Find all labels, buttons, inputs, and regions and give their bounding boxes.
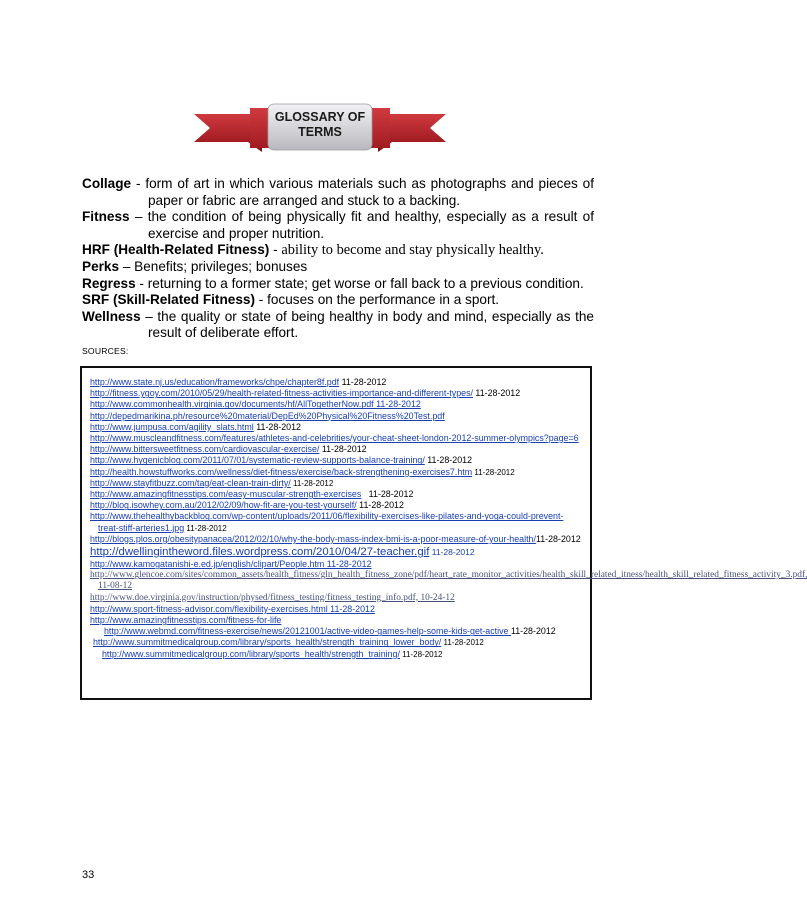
glossary-separator: -: [254, 292, 268, 308]
source-link[interactable]: http://www.stayfitbuzz.com/tag/eat-clean-train-dirty/: [90, 477, 291, 488]
source-link[interactable]: http://www.bittersweetfitness.com/cardiovascular-exercise/: [90, 444, 320, 455]
glossary-separator: -: [131, 176, 146, 191]
source-link[interactable]: http://blogs.plos.org/obesitypanacea/2012/02/10/why-the-body-mass-index-bmi-is-a-poor-measure-of-your-health/: [90, 533, 536, 544]
glossary-term: Perks: [82, 258, 120, 274]
source-date: 11-28-2012: [253, 421, 301, 432]
glossary-term: Wellness: [82, 308, 141, 324]
glossary-entry-perks: [82, 259, 594, 276]
source-link[interactable]: http://www.doe.virginia.gov/instruction/physed/fitness_testing/fitness_testing_info.pdf, 10-24-12: [90, 592, 455, 603]
source-link[interactable]: http://dwellingintheword.files.wordpress.com/2010/04/27-teacher.gif: [90, 546, 430, 559]
source-item: [90, 604, 590, 615]
glossary-separator: -: [269, 242, 282, 258]
source-date: 11-28-2012: [441, 638, 484, 648]
glossary-definition: returning to a former state; get worse or fall back to a previous condition.: [147, 275, 584, 291]
source-date: 11-28-2012: [339, 377, 387, 387]
glossary-definition: ability to become and stay physically healthy.: [281, 242, 544, 259]
source-item: [90, 478, 590, 489]
page-number: 33: [82, 869, 95, 881]
source-link[interactable]: http://fitness.ygoy.com/2010/05/29/health-related-fitness-activities-importance-and-different-types/: [90, 388, 473, 399]
glossary-term: Collage: [82, 176, 132, 191]
source-item: [90, 388, 590, 399]
banner-title-line1: GLOSSARY OF: [274, 110, 366, 124]
source-item: [90, 444, 590, 455]
glossary-separator: –: [129, 209, 148, 225]
source-item: [90, 377, 590, 388]
source-item: [90, 500, 590, 511]
source-date: 11-28-2012: [510, 626, 556, 637]
sources-box: [80, 366, 807, 700]
source-item: [90, 570, 807, 592]
source-item: [90, 615, 590, 626]
source-date: 11-28-2012: [472, 388, 521, 399]
glossary-definition: the condition of being physically fit and healthy, especially as a result of exercise and proper nutrition.: [147, 209, 594, 241]
source-link[interactable]: http://www.webmd.com/fitness-exercise/news/20121001/active-video-games-help-some-kids-get-active: [104, 626, 511, 637]
glossary-entry-collage: [82, 176, 594, 209]
glossary-definition: focuses on the performance in a sport.: [267, 292, 500, 308]
glossary-entry-wellness: [82, 309, 594, 342]
source-item: [90, 626, 590, 637]
source-item: [90, 511, 582, 533]
source-date: 11-28-2012: [290, 478, 334, 488]
glossary-term: Fitness: [82, 209, 130, 225]
glossary-entry-hrf: [82, 242, 594, 259]
source-item: [90, 559, 590, 570]
glossary-entry-srf: [82, 292, 594, 309]
source-link[interactable]: http://www.amazingfitnesstips.com/easy-muscular-strength-exercises: [90, 489, 362, 500]
source-link[interactable]: http://health.howstuffworks.com/wellness/diet-fitness/exercise/back-strengthening-exercises7.htm: [90, 466, 473, 477]
source-date: 11-28-2012: [184, 523, 227, 533]
glossary-entry-regress: [82, 276, 594, 293]
source-item: [90, 649, 590, 660]
source-link[interactable]: http://www.jumpusa.com/agility_slats.html: [90, 421, 254, 432]
glossary-list: [82, 176, 594, 342]
source-item: [90, 545, 590, 559]
source-link[interactable]: http://www.thehealthybackblog.com/wp-content/uploads/2011/06/flexibility-exercises-like-pilates-and-yoga-could-prevent-treat-stiff-arteries1.jpg: [90, 511, 564, 533]
glossary-definition: form of art in which various materials such as photographs and pieces of paper or fabric are arranged and stuck to a backing.: [145, 176, 594, 208]
sources-label: SOURCES:: [82, 346, 129, 356]
source-date: 11-28-2012: [356, 500, 404, 511]
source-link[interactable]: http://www.summitmedicalgroup.com/library/sports_health/strength_training_lower_body/: [93, 637, 442, 648]
source-date: 11-28-2012: [535, 533, 581, 544]
source-link[interactable]: http://www.summitmedicalgroup.com/library/sports_health/strength_training/: [102, 648, 400, 659]
source-link[interactable]: http://www.hygenicblog.com/2011/07/01/systematic-review-supports-balance-training/: [90, 455, 425, 466]
source-item: [90, 399, 590, 410]
source-link[interactable]: http://depedmarikina.ph/resource%20material/DepEd%20Physical%20Fitness%20Test.pdf: [90, 410, 445, 421]
banner-title: [270, 110, 370, 140]
source-item: [90, 467, 590, 478]
source-item: [90, 433, 582, 444]
source-link[interactable]: http://www.state.nj.us/education/frameworks/chpe/chapter8f.pdf: [90, 377, 340, 387]
glossary-separator: -: [135, 275, 148, 291]
source-item: [90, 422, 590, 433]
glossary-separator: –: [140, 308, 158, 324]
source-item: [90, 489, 590, 500]
banner-title-line2: TERMS: [298, 125, 342, 139]
glossary-term: HRF (Health-Related Fitness): [82, 242, 270, 258]
source-link[interactable]: http://www.amazingfitnesstips.com/fitness-for-life: [90, 615, 282, 626]
source-link[interactable]: http://www.kamogatanishi-e.ed.jp/english/clipart/People.htm 11-28-2012: [90, 559, 372, 570]
source-date: 11-28-2012: [399, 649, 443, 659]
glossary-separator: –: [119, 258, 135, 274]
glossary-entry-fitness: [82, 209, 594, 242]
source-date: 11-28-2012: [424, 455, 473, 466]
source-link[interactable]: http://www.sport-fitness-advisor.com/flexibility-exercises.html 11-28-2012: [90, 603, 375, 614]
source-item: [90, 534, 582, 545]
source-date: 11-28-2012: [472, 467, 515, 477]
glossary-banner: [190, 96, 450, 160]
source-item: [90, 455, 590, 466]
source-date: 11-28-2012: [319, 444, 367, 455]
source-item: [90, 411, 590, 422]
glossary-term: Regress: [82, 275, 136, 291]
source-item: [90, 593, 590, 604]
source-link[interactable]: http://www.commonhealth.virginia.gov/documents/hf/AllTogetherNow.pdf 11-28-2012: [90, 399, 421, 410]
source-date: 11-28-2012: [361, 489, 414, 500]
source-item: [90, 637, 590, 648]
glossary-definition: Benefits; privileges; bonuses: [134, 258, 308, 274]
source-link[interactable]: http://www.muscleandfitness.com/features/athletes-and-celebrities/your-cheat-sheet-london-2012-summer-olympics?page=6: [90, 433, 579, 444]
glossary-term: SRF (Skill-Related Fitness): [82, 292, 255, 308]
glossary-definition: the quality or state of being healthy in body and mind, especially as the result of deliberate effort.: [148, 308, 594, 341]
source-link[interactable]: http://blog.isowhey.com.au/2012/02/09/how-fit-are-you-test-yourself/: [90, 500, 357, 511]
source-link[interactable]: http://www.glencoe.com/sites/common_assets/health_fitness/gln_health_fitness_zone/pdf/heart_rate_monitor_activities/health_skill_related_itness/health_skill_related_fitness_activity_3.pdf, 11-08-12: [90, 570, 807, 592]
source-date: 11-28-2012: [429, 547, 475, 558]
